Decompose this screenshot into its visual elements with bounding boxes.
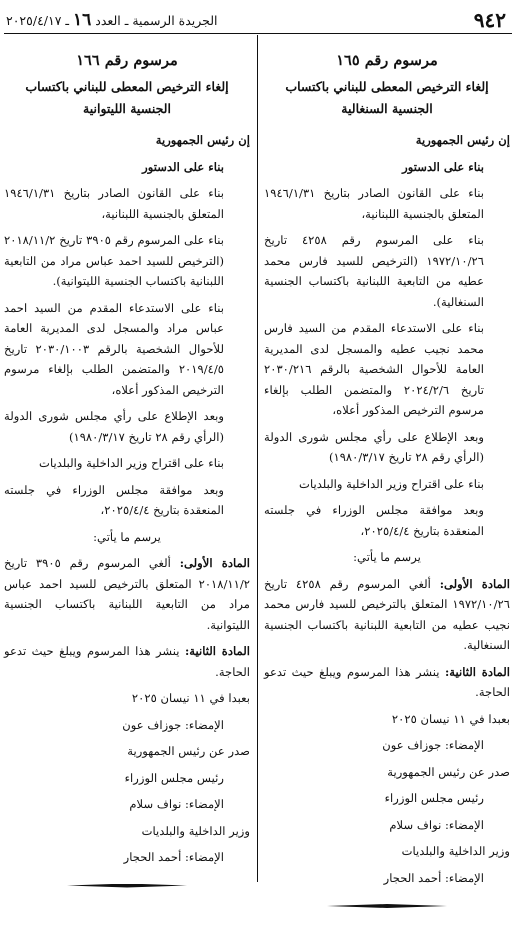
decree-title: مرسوم رقم ١٦٥ — [336, 52, 438, 69]
paragraph-council-opinion: وبعد الإطلاع على رأي مجلس شورى الدولة (الرأي رقم ٢٨ تاريخ ١٩٨٠/٣/١٧) — [264, 429, 484, 464]
decree-date: بعبدا في ١١ نيسان ٢٠٢٥ — [391, 711, 510, 726]
constitution-line: بناء على الدستور — [402, 159, 484, 174]
article-1-label: المادة الأولى: — [179, 556, 251, 570]
president-line: إن رئيس الجمهورية — [155, 133, 250, 147]
issued-by: صدر عن رئيس الجمهورية — [127, 744, 250, 758]
article-2 — [264, 662, 510, 703]
paragraph-council-opinion: وبعد الإطلاع على رأي مجلس شورى الدولة (الرأي رقم ٢٨ تاريخ ١٩٨٠/٣/١٧) — [4, 409, 224, 444]
decrees-line: يرسم ما يأتي: — [93, 529, 161, 544]
pm-title: رئيس مجلس الوزراء — [384, 791, 484, 805]
issued-by: صدر عن رئيس الجمهورية — [387, 764, 510, 779]
article-2-label: المادة الثانية: — [184, 644, 251, 658]
decree-subject: إلغاء الترخيص المعطى للبناني باكتساب الجنسية الليتوانية — [25, 79, 229, 116]
gazette-title — [6, 11, 218, 30]
president-line: إن رئيس الجمهورية — [415, 133, 510, 147]
decree-title: مرسوم رقم ١٦٦ — [76, 52, 178, 69]
article-2-label: المادة الثانية: — [444, 664, 511, 679]
article-1-text: ألغي المرسوم رقم ٤٢٥٨ تاريخ ١٩٧٢/١٠/٢٦ المتعلق بالترخيص للسيد فارس محمد نجيب عطيه من التابعية اللبنانية باكتساب الجنسية السنغالية. — [264, 576, 510, 652]
paragraph-prior-decree: بناء على المرسوم رقم ٤٢٥٨ تاريخ ١٩٧٢/١٠/٢٦ (الترخيص للسيد فارس محمد عطيه من التابعية اللبنانية باكتساب الجنسية السنغالية). — [264, 233, 484, 309]
article-1 — [4, 553, 250, 635]
paragraph-request: بناء على الاستدعاء المقدم من السيد فارس محمد نجيب عطيه والمسجل لدى المديرية العامة للأحوال الشخصية بالرقم ٢٠٣٠/٢١٦ تاريخ ٢٠٢٤/٢/٦ والمتضمن الطلب بإلغاء مرسوم الترخيص المذكور أعلاه، — [264, 321, 484, 417]
page-number: ٩٤٢ — [473, 8, 506, 32]
paragraph-approval: وبعد موافقة مجلس الوزراء في جلسته المنعقدة بتاريخ ٢٠٢٥/٤/٤، — [4, 482, 224, 517]
paragraph-law: بناء على القانون الصادر بتاريخ ١٩٤٦/١/٣١ المتعلق بالجنسية اللبنانية، — [264, 186, 484, 221]
column-divider — [257, 35, 258, 882]
article-2-text: ينشر هذا المرسوم ويبلغ حيث تدعو الحاجة. — [4, 644, 250, 679]
header-rule — [4, 33, 512, 34]
constitution-line: بناء على الدستور — [142, 159, 224, 174]
decree-166 — [4, 48, 250, 890]
gazette-prefix: الجريدة الرسمية ـ العدد — [95, 13, 218, 28]
president-signature: الإمضاء: جوزاف عون — [122, 717, 224, 732]
minister-title: وزير الداخلية والبلديات — [401, 844, 510, 858]
decrees-line: يرسم ما يأتي: — [353, 550, 421, 564]
issue-number: ١٦ — [73, 10, 92, 30]
end-ornament — [327, 902, 447, 910]
decree-subject: إلغاء الترخيص المعطى للبناني باكتساب الجنسية السنغالية — [285, 79, 489, 116]
pm-title: رئيس مجلس الوزراء — [124, 770, 224, 785]
paragraph-law: بناء على القانون الصادر بتاريخ ١٩٤٦/١/٣١ المتعلق بالجنسية اللبنانية، — [4, 186, 224, 221]
paragraph-prior-decree: بناء على المرسوم رقم ٣٩٠٥ تاريخ ٢٠١٨/١١/٢ (الترخيص للسيد احمد عباس مراد من التابعية اللبنانية باكتساب الجنسية الليتوانية). — [4, 233, 224, 288]
pm-signature: الإمضاء: نواف سلام — [129, 797, 224, 811]
minister-title: وزير الداخلية والبلديات — [141, 823, 250, 838]
paragraph-proposal: بناء على اقتراح وزير الداخلية والبلديات — [299, 476, 484, 491]
page-header — [6, 8, 510, 32]
president-signature: الإمضاء: جوزاف عون — [382, 738, 484, 752]
end-ornament — [67, 882, 187, 890]
decree-165 — [264, 48, 510, 910]
paragraph-request: بناء على الاستدعاء المقدم من السيد احمد عباس مراد والمسجل لدى المديرية العامة للأحوال الشخصية بالرقم ٢٠٣٠/١٠٠٣ تاريخ ٢٠١٩/٤/٥ والمتضمن الطلب بإلغاء مرسوم الترخيص المذكور أعلاه، — [4, 300, 224, 397]
article-2-text: ينشر هذا المرسوم ويبلغ حيث تدعو الحاجة. — [264, 664, 510, 699]
article-1 — [264, 574, 510, 656]
article-1-label: المادة الأولى: — [439, 576, 511, 591]
paragraph-proposal: بناء على اقتراح وزير الداخلية والبلديات — [39, 456, 224, 470]
paragraph-approval: وبعد موافقة مجلس الوزراء في جلسته المنعقدة بتاريخ ٢٠٢٥/٤/٤، — [264, 503, 484, 538]
pm-signature: الإمضاء: نواف سلام — [389, 817, 484, 832]
gazette-date: ـ ٢٠٢٥/٤/١٧ — [6, 13, 70, 28]
minister-signature: الإمضاء: أحمد الحجار — [383, 870, 484, 885]
decree-date: بعبدا في ١١ نيسان ٢٠٢٥ — [131, 691, 250, 705]
minister-signature: الإمضاء: أحمد الحجار — [123, 850, 224, 864]
article-1-text: ألغي المرسوم رقم ٣٩٠٥ تاريخ ٢٠١٨/١١/٢ المتعلق بالترخيص للسيد احمد عباس مراد من التابعية اللبنانية باكتساب الجنسية الليتوانية. — [4, 556, 250, 632]
article-2 — [4, 641, 250, 682]
